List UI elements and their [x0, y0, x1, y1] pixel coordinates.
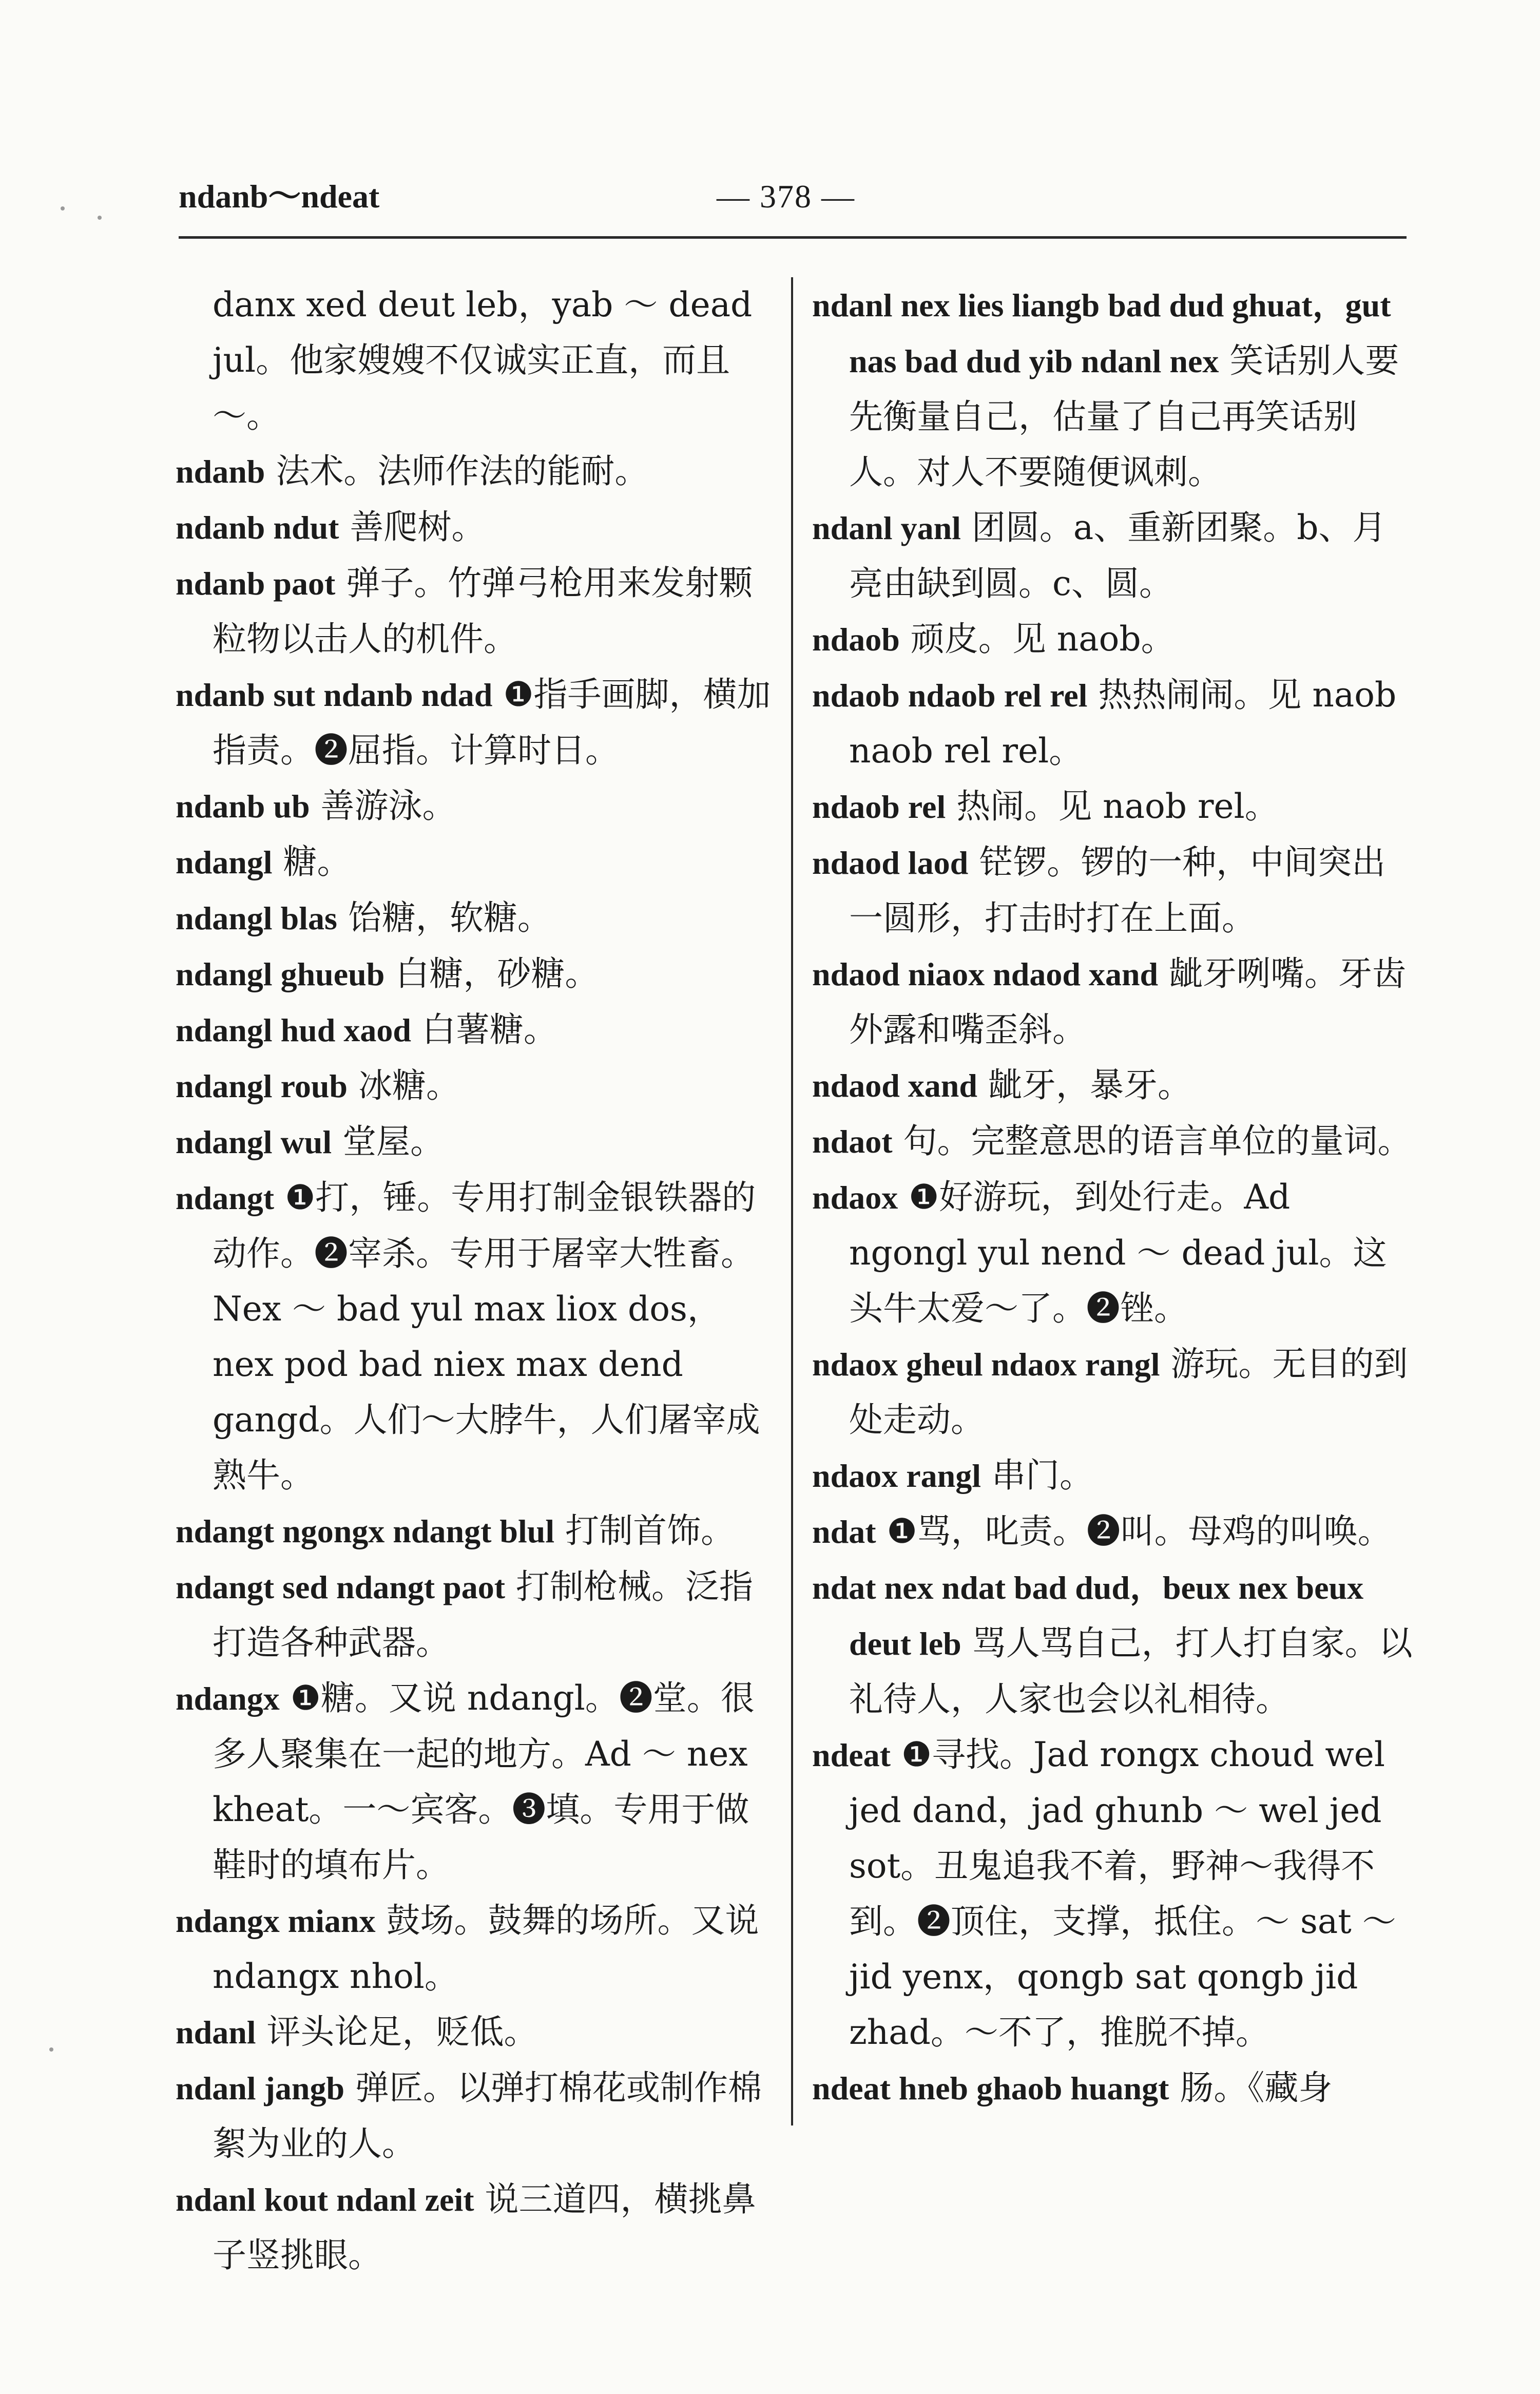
- column-divider: [791, 277, 793, 2125]
- header-rule: [179, 236, 1407, 239]
- definition: 善爬树。: [350, 507, 486, 547]
- headword: ndanl jangb: [176, 2070, 345, 2106]
- definition: 游玩。无目的到处走动。: [849, 1344, 1408, 1440]
- headword: ndaod xand: [812, 1067, 977, 1104]
- dictionary-entry: [176, 556, 772, 667]
- dictionary-entry: [812, 946, 1413, 1058]
- page-header: [179, 174, 1407, 230]
- headword: ndanb ndut: [176, 509, 339, 546]
- headword: ndanb sut ndanb ndad: [176, 677, 493, 713]
- definition: 饴糖，软糖。: [348, 898, 551, 937]
- headword: ndangl blas: [176, 900, 337, 936]
- headword: ndanl yanl: [812, 510, 961, 546]
- definition: 热热闹闹。见 naob naob rel rel。: [849, 675, 1397, 771]
- dictionary-entry: [176, 2060, 772, 2172]
- dictionary-entry: [176, 890, 772, 946]
- headword: ndaob: [812, 621, 900, 658]
- definition: ❶指手画脚，横加指责。❷屈指。计算时日。: [213, 675, 771, 770]
- dictionary-entry: [812, 1504, 1413, 1560]
- headword: ndaob rel: [812, 789, 946, 825]
- dictionary-entry: [176, 1893, 772, 2004]
- definition: 白薯糖。: [421, 1010, 557, 1049]
- left-column: [176, 277, 772, 2283]
- headword: ndangl roub: [176, 1068, 348, 1104]
- dictionary-entry: [176, 1559, 772, 1671]
- headword: ndangl: [176, 844, 273, 880]
- definition: 法术。法师作法的能耐。: [276, 451, 649, 491]
- dictionary-entry: [176, 834, 772, 890]
- dictionary-entry: [812, 667, 1413, 779]
- scan-speck: [98, 216, 102, 220]
- definition: 堂屋。: [342, 1122, 445, 1161]
- headword: ndanb ub: [176, 788, 310, 825]
- scan-speck: [61, 206, 65, 210]
- headword: ndangl hud xaod: [176, 1012, 411, 1048]
- headword: ndangx mianx: [176, 1903, 376, 1939]
- definition: 龇牙咧嘴。牙齿外露和嘴歪斜。: [849, 954, 1407, 1049]
- definition: 热闹。见 naob rel。: [956, 787, 1279, 826]
- dictionary-entry: [176, 778, 772, 834]
- dictionary-entry: [812, 1170, 1413, 1336]
- headword: ndangl wul: [176, 1124, 332, 1160]
- dictionary-entry: [812, 835, 1413, 946]
- definition: 糖。: [283, 842, 351, 882]
- dictionary-entry: [176, 444, 772, 500]
- headword: ndaod laod: [812, 845, 969, 881]
- right-column: [812, 277, 1413, 2116]
- header-entry-range: ndanb～ndeat: [179, 178, 380, 215]
- definition: 说三道四，横挑鼻子竖挑眼。: [213, 2179, 756, 2275]
- dictionary-entry: [812, 1058, 1413, 1114]
- definition: 善游泳。: [320, 786, 456, 826]
- headword: ndaox rangl: [812, 1458, 981, 1494]
- definition: ❶糖。又说 ndangl。❷堂。很多人聚集在一起的地方。Ad ～ nex kheat。一～宾客。❸填。专用于做鞋时的填布片。: [213, 1678, 755, 1885]
- dictionary-entry: [176, 1058, 772, 1114]
- definition: 弹匠。以弹打棉花或制作棉絮为业的人。: [213, 2068, 762, 2163]
- definition: 打制枪械。泛指打造各种武器。: [213, 1567, 753, 1662]
- definition: 弹子。竹弹弓枪用来发射颗粒物以击人的机件。: [213, 563, 753, 659]
- headword: ndanl: [176, 2014, 256, 2051]
- definition: 串门。: [991, 1455, 1093, 1495]
- definition: ❶寻找。Jad rongx choud wel jed dand，jad ghunb ～ wel jed sot。丑鬼追我不着，野神～我得不到。❷顶住，支撑，抵住。～ sat ～ jid yenx，qongb sat qongb jid zhad。～不了，推脱不掉。: [849, 1735, 1396, 2052]
- dictionary-entry: [176, 1002, 772, 1058]
- dictionary-entry: [812, 277, 1413, 500]
- dictionary-entry: [812, 1448, 1413, 1504]
- definition: 团圆。a、重新团聚。b、月亮由缺到圆。c、圆。: [849, 508, 1387, 603]
- headword: ndaot: [812, 1123, 893, 1160]
- headword: ndanb: [176, 453, 265, 490]
- headword: ndat: [812, 1514, 876, 1550]
- dictionary-entry: [812, 1114, 1413, 1170]
- headword: ndaox: [812, 1179, 898, 1216]
- dictionary-entry: [812, 2060, 1413, 2116]
- dictionary-entry: [176, 2004, 772, 2060]
- definition: 笑话别人要先衡量自己，估量了自己再笑话别人。对人不要随便讽刺。: [849, 341, 1399, 492]
- definition: danx xed deut leb，yab ～ dead jul。他家嫂嫂不仅诚实正直，而且～。: [213, 285, 753, 435]
- dictionary-entry: [176, 946, 772, 1002]
- dictionary-entry: [176, 2172, 772, 2283]
- dictionary-entry: [176, 1503, 772, 1559]
- definition: 鼓场。鼓舞的场所。又说 ndangx nhol。: [213, 1901, 759, 1996]
- headword: ndanl nex lies liangb bad dud ghuat，gut nas bad dud yib ndanl nex: [812, 287, 1391, 379]
- dictionary-entry: [176, 1114, 772, 1170]
- headword: ndangx: [176, 1680, 280, 1717]
- dictionary-entry: [812, 1727, 1413, 2060]
- definition: ❶骂，叱责。❷叫。母鸡的叫唤。: [887, 1511, 1392, 1551]
- dictionary-entry: [176, 277, 772, 444]
- page-number: — 378 —: [717, 178, 855, 215]
- definition: 铓锣。锣的一种，中间突出一圆形，打击时打在上面。: [849, 842, 1386, 938]
- dictionary-entry: [812, 779, 1413, 835]
- dictionary-entry: [176, 667, 772, 778]
- definition: 龇牙，暴牙。: [988, 1065, 1191, 1105]
- dictionary-entry: [812, 500, 1413, 611]
- dictionary-entry: [812, 1336, 1413, 1448]
- headword: ndanb paot: [176, 565, 336, 602]
- definition: 句。完整意思的语言单位的量词。: [903, 1121, 1412, 1161]
- headword: ndaod niaox ndaod xand: [812, 956, 1159, 992]
- headword: ndangt ngongx ndangt blul: [176, 1513, 555, 1549]
- definition: 骂人骂自己，打人打自家。以礼待人，人家也会以礼相待。: [849, 1623, 1413, 1719]
- dictionary-entry: [176, 500, 772, 556]
- headword: ndaob ndaob rel rel: [812, 677, 1088, 714]
- headword: ndangt sed ndangt paot: [176, 1569, 505, 1605]
- headword: ndeat: [812, 1737, 891, 1773]
- headword: ndanl kout ndanl zeit: [176, 2181, 474, 2218]
- dictionary-entry: [176, 1170, 772, 1503]
- dictionary-entry: [176, 1671, 772, 1893]
- headword: ndeat hneb ghaob huangt: [812, 2070, 1169, 2106]
- dictionary-entry: [812, 1560, 1413, 1727]
- definition: 顽皮。见 naob。: [910, 619, 1175, 659]
- headword: ndangt: [176, 1180, 275, 1216]
- headword: ndangl ghueub: [176, 956, 385, 992]
- scan-speck: [49, 2047, 53, 2052]
- definition: 肠。《藏身: [1180, 2068, 1333, 2108]
- definition: ❶好游玩，到处行走。Ad ngongl yul nend ～ dead jul。这头牛太爱～了。❷锉。: [849, 1177, 1387, 1328]
- headword: ndaox gheul ndaox rangl: [812, 1346, 1160, 1383]
- definition: 打制首饰。: [565, 1511, 735, 1550]
- definition: ❶打，锤。专用打制金银铁器的动作。❷宰杀。专用于屠宰大牲畜。Nex ～ bad yul max liox dos，nex pod bad niex max dend gangd。人们～大脖牛，人们屠宰成熟牛。: [213, 1178, 760, 1495]
- definition: 冰糖。: [358, 1066, 460, 1105]
- headword: ndat nex ndat bad dud，beux nex beux deut leb: [812, 1569, 1364, 1662]
- definition: 评头论足，贬低。: [266, 2012, 538, 2052]
- dictionary-entry: [812, 611, 1413, 667]
- definition: 白糖，砂糖。: [395, 954, 599, 993]
